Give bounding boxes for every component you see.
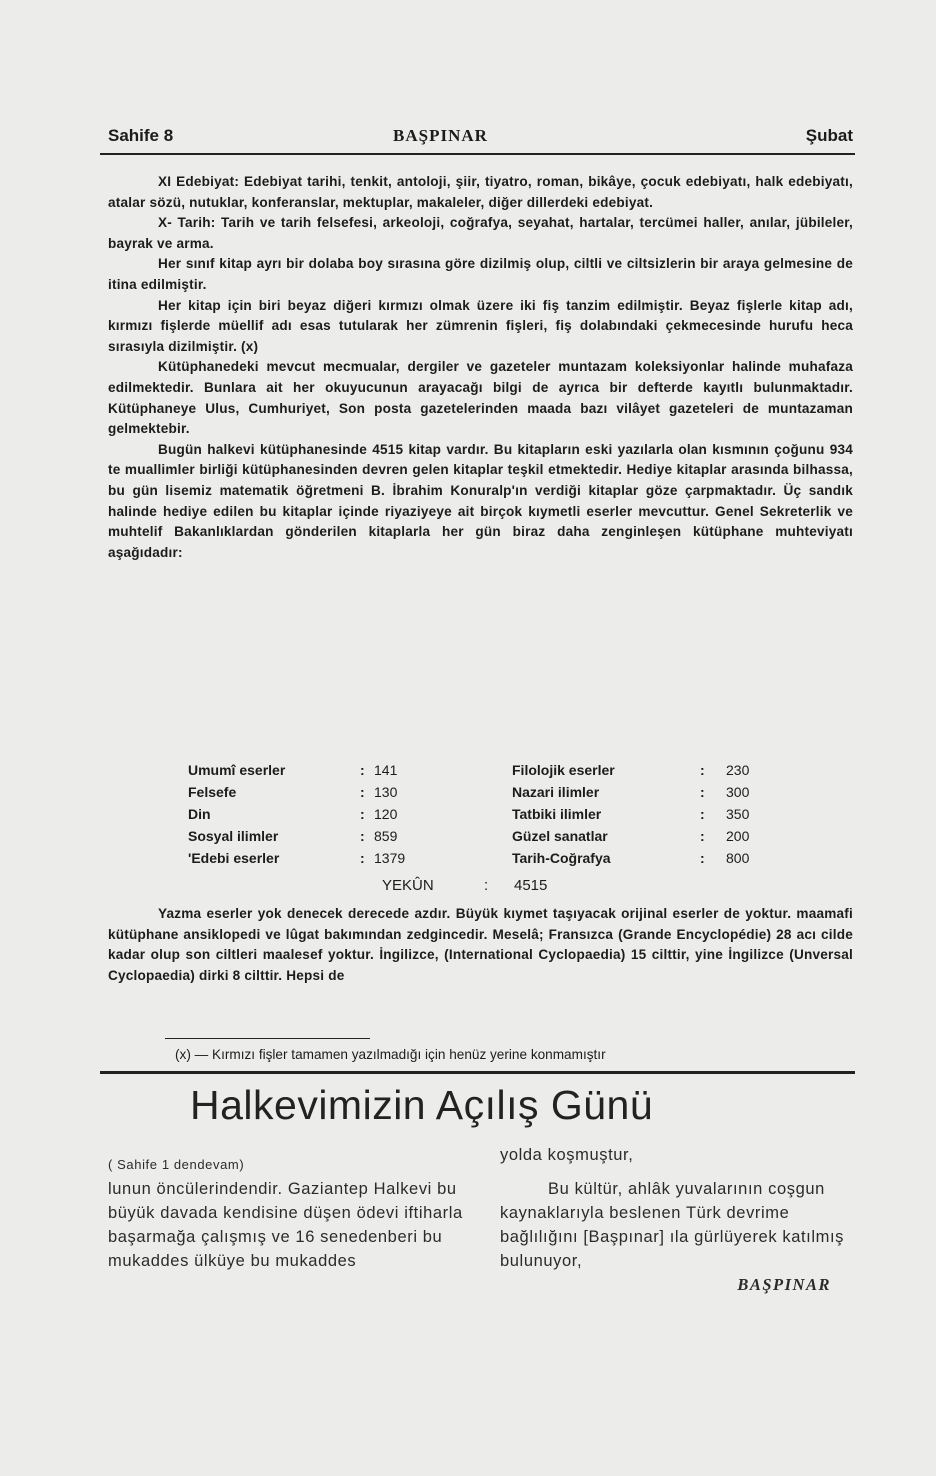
category-count: 859 xyxy=(374,828,398,844)
newspaper-name: BAŞPINAR xyxy=(393,126,488,145)
book-count-table xyxy=(160,762,800,894)
total-label: YEKÛN xyxy=(382,877,434,894)
article-paragraph: X- Tarih: Tarih ve tarih felsefesi, arkeoloji, coğrafya, seyahat, hartalar, tercümei haller, anılar, jübileler, bayrak ve arma. xyxy=(108,215,853,251)
category-name: Felsefe xyxy=(188,784,237,800)
library-article xyxy=(108,172,853,563)
column-text: yolda koşmuştur, xyxy=(500,1146,634,1164)
article-paragraph: XI Edebiyat: Edebiyat tarihi, tenkit, antoloji, şiir, tiyatro, roman, bikâye, çocuk edebiyatı, halk edebiyatı, atalar sözü, nutuklar, konferanslar, mektuplar, makaleler, diğer dillerdeki edebiyat. xyxy=(108,174,853,210)
signature: BAŞPINAR xyxy=(737,1275,831,1294)
category-count: 350 xyxy=(726,806,750,822)
article-paragraph: Kütüphanedeki mevcut mecmualar, dergiler ve gazeteler muntazam koleksiyonlar halinde muhafaza edilmektedir. Bunlara ait her okuyucunun arayacağı bilgi de ayrıca bir defterde kayıtlı bulunmaktadır. Kütüphaneye Ulus, Cumhuriyet, Son posta gazetelerinden maada bazı vilâyet gazeteleri de muntazaman gelmektebir. xyxy=(108,359,853,437)
continued-note: ( Sahife 1 dendevam) xyxy=(108,1157,245,1172)
article-paragraph: Yazma eserler yok denecek derecede azdır. Büyük kıymet taşıyacak orijinal eserler de yoktur. maamafi kütüphane ansiklopedi ve lûgat bakımından zedgincedir. Meselâ; Fransızca (Grande Encyclopédie) 28 acı cilde kadar olup son ciltleri maalesef yoktur. İngilizce, (International Cyclopaedia) 15 cilttir, yine İngilizce (Unversal Cyclopaedia) dirki 8 cilttir. Hepsi de xyxy=(108,906,853,983)
table-row: Umumî eserler : 141 Filolojik eserler : 230 xyxy=(188,762,750,778)
feature-left-column xyxy=(108,1153,468,1273)
category-count: 130 xyxy=(374,784,398,800)
article-paragraph: Her kitap için biri beyaz diğeri kırmızı olmak üzere iki fiş tanzim edilmiştir. Beyaz fişlerle kitap adı, kırmızı fişlerde müellif adı esas tutularak her zümrenin fişleri, fiş dolabındaki çekmecesinde hurufu heca sırasıyla dizilmiştir. (x) xyxy=(108,297,853,354)
table-row: Felsefe : 130 Nazari ilimler : 300 xyxy=(188,784,750,800)
footnote: (x) — Kırmızı fişler tamamen yazılmadığı için henüz yerine konmamıştır xyxy=(175,1047,606,1062)
column-text: lunun öncülerindendir. Gaziantep Halkevi bu büyük davada kendisine düşen ödevi iftiharla başarmağa çalışmış ve 16 senedenberi bu mukaddes ülküye bu mukaddes xyxy=(108,1180,463,1270)
footnote-rule xyxy=(165,1038,370,1039)
article-paragraph: Bugün halkevi kütüphanesinde 4515 kitap vardır. Bu kitapların eski yazılarla olan kısmının çoğunu 934 te muallimler birliği kütüphanesinden devren gelen kitaplar teşkil etmektedir. Hediye kitaplar arasında bilhassa, bu gün lisemiz matematik öğretmeni B. İbrahim Konuralp'ın verdiği kitaplar göze çarpmaktadır. Üç sandık halinde hediye edilen bu kitaplar içinde riyaziyeye ait birçok kıymetli eserler mevcuttur. Genel Sekreterlik ve muhtelif Bakanlıklardan gönderilen kitaplarla her gün biraz daha zenginleşen kütüphane muhteviyatı aşağıdadır: xyxy=(108,441,853,560)
category-name: 'Edebi eserler xyxy=(188,850,280,866)
page-header xyxy=(108,126,853,154)
article-paragraph: Her sınıf kitap ayrı bir dolaba boy sırasına göre dizilmiş olup, ciltli ve ciltsizlerin bir araya gelmesine de itina edilmiştir. xyxy=(108,256,853,292)
category-count: 141 xyxy=(374,762,398,778)
category-name: Filolojik eserler xyxy=(512,762,615,778)
closing-paragraph-block xyxy=(108,904,853,986)
total-value: 4515 xyxy=(514,877,548,894)
issue-month: Şubat xyxy=(805,126,853,145)
column-text: Bu kültür, ahlâk yuvalarının coşgun kaynaklarıyla beslenen Türk devrime bağlılığını [Başpınar] ıla gürlüyerek katılmış bulunuyor, xyxy=(500,1180,844,1270)
category-count: 300 xyxy=(726,784,750,800)
category-name: Nazari ilimler xyxy=(512,784,600,800)
feature-headline: Halkevimizin Açılış Günü xyxy=(190,1082,654,1128)
feature-right-column xyxy=(500,1143,855,1297)
header-rule xyxy=(100,153,855,155)
table-row: Din : 120 Tatbiki ilimler : 350 xyxy=(188,806,750,822)
section-rule xyxy=(100,1071,855,1074)
category-count: 230 xyxy=(726,762,750,778)
category-name: Tarih-Coğrafya xyxy=(512,850,611,866)
table-row: 'Edebi eserler : 1379 Tarih-Coğrafya : 800 xyxy=(188,850,750,866)
category-count: 800 xyxy=(726,850,750,866)
category-name: Umumî eserler xyxy=(188,762,286,778)
category-count: 200 xyxy=(726,828,750,844)
category-count: 120 xyxy=(374,806,398,822)
category-name: Din xyxy=(188,806,211,822)
page-number: Sahife 8 xyxy=(108,126,174,145)
table-row: Sosyal ilimler : 859 Güzel sanatlar : 200 xyxy=(188,828,750,844)
category-name: Tatbiki ilimler xyxy=(512,806,602,822)
category-name: Güzel sanatlar xyxy=(512,828,608,844)
total-row: YEKÛN : 4515 xyxy=(382,877,548,894)
category-count: 1379 xyxy=(374,850,406,866)
category-name: Sosyal ilimler xyxy=(188,828,279,844)
